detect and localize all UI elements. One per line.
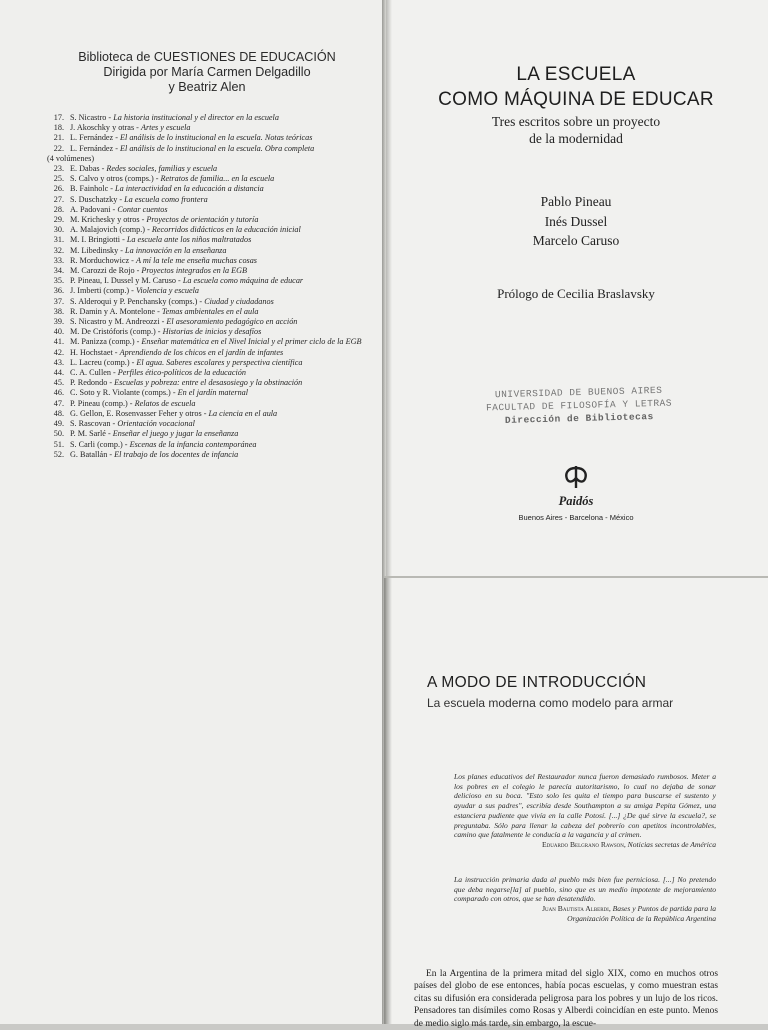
item-author: M. Panizza (comp.) - — [70, 337, 142, 347]
item-number: 23. — [53, 164, 64, 174]
item-author: S. Alderoqui y P. Penchansky (comps.) - — [70, 296, 205, 306]
series-list-item — [47, 297, 377, 307]
publisher-cities: Buenos Aires - Barcelona - México — [518, 513, 634, 522]
item-author: S. Calvo y otros (comps.) - — [70, 174, 161, 184]
series-list-item — [47, 286, 377, 296]
item-title: A mí la tele me enseña muchas cosas — [135, 255, 257, 265]
epigraph-2-work-line1: Bases y Puntos de partida para la — [612, 904, 716, 914]
chapter-subtitle: La escuela moderna como modelo para armar — [427, 696, 674, 710]
series-list-item-note: (4 volúmenes) — [47, 153, 95, 163]
item-text — [70, 123, 191, 133]
item-title: La interactividad en la educación a distancia — [115, 184, 264, 194]
item-author: P. Pineau, I. Dussel y M. Caruso - — [70, 276, 183, 286]
item-title: La historia institucional y el director en la escuela — [113, 113, 279, 122]
item-author: L. Fernández - — [70, 133, 121, 143]
item-text — [70, 368, 246, 378]
item-author: E. Dabas - — [70, 164, 107, 174]
item-title: Contar cuentos — [117, 204, 168, 214]
item-number: 34. — [53, 266, 64, 276]
item-title: Perfiles ético-políticos de la educación — [117, 368, 246, 378]
series-list-item — [47, 358, 377, 368]
epigraph-1-author: Eduardo Belgrano Rawson — [542, 839, 624, 849]
series-list-item — [47, 195, 377, 205]
item-author: S. Nicastro y M. Andreozzi - — [70, 317, 167, 327]
book-subtitle — [384, 113, 768, 147]
item-title: Retratos de familia... en la escuela — [160, 174, 275, 184]
series-list-item — [47, 174, 377, 184]
library-stamp — [424, 382, 735, 429]
series-codirector: y Beatriz Alen — [168, 80, 246, 94]
item-text — [70, 388, 248, 398]
author-3: Marcelo Caruso — [532, 233, 620, 248]
author-1: Pablo Pineau — [540, 194, 612, 209]
stamp-line1: UNIVERSIDAD DE BUENOS AIRES — [494, 384, 663, 401]
series-list-item — [47, 419, 377, 429]
series-list-item — [47, 164, 377, 174]
item-text — [70, 184, 264, 194]
stamp-line2: FACULTAD DE FILOSOFÍA Y LETRAS — [485, 397, 673, 414]
item-number: 32. — [53, 245, 64, 255]
series-list-item — [47, 388, 377, 398]
series-list-item — [47, 399, 377, 409]
item-title: Relatos de escuela — [134, 398, 196, 408]
item-number: 43. — [53, 357, 64, 367]
item-text — [70, 225, 301, 235]
item-title: Aprendiendo de los chicos en el jardín de infantes — [119, 347, 284, 357]
series-list — [47, 113, 377, 460]
item-title: El análisis de lo institucional en la escuela. Obra completa — [120, 143, 315, 153]
series-list-item — [47, 327, 377, 337]
item-text — [70, 276, 303, 286]
item-title: Enseñar el juego y jugar la enseñanza — [112, 429, 239, 439]
left-page — [0, 0, 384, 1024]
item-text — [70, 246, 226, 256]
item-number: 49. — [53, 419, 64, 429]
item-text — [70, 215, 258, 225]
item-number: 52. — [53, 449, 64, 459]
item-title: Ciudad y ciudadanos — [204, 296, 274, 306]
item-number: 35. — [53, 276, 64, 286]
author-2: Inés Dussel — [544, 213, 608, 229]
item-text — [70, 450, 238, 460]
series-list-item — [47, 348, 377, 358]
item-text — [70, 409, 277, 419]
item-number: 46. — [53, 388, 64, 398]
item-author: J. Akoschky y otras - — [70, 123, 141, 133]
item-author: C. A. Cullen - — [70, 368, 118, 378]
item-author: M. Krichesky y otros - — [70, 215, 147, 225]
series-list-item — [47, 225, 377, 235]
item-author: P. Pineau (comp.) - — [70, 398, 135, 408]
series-list-item — [47, 440, 377, 450]
item-number: 33. — [53, 255, 64, 265]
item-text — [70, 327, 261, 337]
item-number: 28. — [53, 204, 64, 214]
series-list-item — [47, 123, 377, 133]
epigraph-2-work-line2: Organización Política de la República Argentina — [567, 913, 716, 923]
item-text — [70, 440, 256, 450]
item-number: 22. — [53, 143, 64, 153]
item-text — [70, 337, 361, 347]
item-author: M. Libedinsky - — [70, 245, 126, 255]
series-list-item — [47, 144, 377, 154]
stamp-line3: Dirección de Bibliotecas — [504, 411, 654, 426]
item-number: 44. — [53, 368, 64, 378]
item-author: S. Nicastro - — [70, 113, 114, 122]
item-title: El agua. Saberes escolares y perspectiva científica — [136, 357, 303, 367]
item-author: A. Padovani - — [70, 204, 118, 214]
series-list-item — [47, 450, 377, 460]
epigraph-1 — [454, 772, 716, 850]
item-text — [70, 419, 195, 429]
item-number: 45. — [53, 378, 64, 388]
item-author: S. Duschatzky - — [70, 194, 125, 204]
item-title: El análisis de lo institucional en la escuela. Notas teóricas — [120, 133, 313, 143]
item-text — [70, 399, 196, 409]
series-list-item — [47, 368, 377, 378]
item-title: Escenas de la infancia contemporánea — [129, 439, 257, 449]
item-author: P. M. Sarlé - — [70, 429, 113, 439]
authors — [384, 192, 768, 251]
epigraph-2-attribution: Juan Bautista Alberdi, Bases y Puntos de partida para la — [542, 904, 716, 914]
item-text — [70, 307, 258, 317]
item-text — [70, 286, 199, 296]
publisher-name: Paidós — [558, 494, 594, 508]
item-author: R. Damin y A. Montelone - — [70, 306, 162, 316]
item-author: L. Lacreu (comp.) - — [70, 357, 137, 367]
item-text — [70, 429, 238, 439]
series-list-item — [47, 378, 377, 388]
item-title: Proyectos integrados en la EGB — [141, 266, 248, 276]
item-text — [70, 174, 274, 184]
item-number: 36. — [53, 286, 64, 296]
item-author: B. Fainholc - — [70, 184, 116, 194]
item-number: 26. — [53, 184, 64, 194]
series-list-item — [47, 113, 377, 123]
introduction-page — [384, 576, 768, 1029]
epigraph-2-attribution-line2 — [454, 914, 716, 924]
item-title: En el jardín maternal — [177, 388, 249, 398]
series-list-item — [47, 133, 377, 143]
body-paragraph: En la Argentina de la primera mitad del siglo XIX, como en muchos otros países del globo de ese entonces, había pocas escuelas, y como muestran estas citas su difusión era considerada peligrosa para los pobres y un lujo de los ricos. Pensadores tan disímiles como Rosas y Alberdi coincidían en este punto. Menos de medio siglo más tarde, sin embargo, la escue- — [414, 969, 718, 1029]
series-list-item — [47, 184, 377, 194]
series-header — [30, 50, 384, 95]
item-text — [70, 205, 168, 215]
item-author: R. Morduchowicz - — [70, 255, 136, 265]
item-author: M. Carozzi de Rojo - — [70, 266, 142, 276]
series-name: Biblioteca de CUESTIONES DE EDUCACIÓN — [78, 50, 336, 64]
item-number: 50. — [53, 429, 64, 439]
item-author: A. Malajovich (comp.) - — [70, 225, 152, 235]
series-list-item — [47, 205, 377, 215]
item-number: 29. — [53, 215, 64, 225]
item-author: L. Fernández - — [70, 143, 121, 153]
item-number: 38. — [53, 306, 64, 316]
item-text — [70, 133, 312, 143]
series-list-item — [47, 266, 377, 276]
item-author: C. Soto y R. Violante (comps.) - — [70, 388, 178, 398]
chapter-title: A MODO DE INTRODUCCIÓN — [427, 674, 647, 691]
item-number: 30. — [53, 225, 64, 235]
prologue-credit: Prólogo de Cecilia Braslavsky — [497, 286, 655, 301]
series-list-item — [47, 256, 377, 266]
item-title: Redes sociales, familias y escuela — [106, 164, 218, 174]
item-title: La ciencia en el aula — [208, 408, 278, 418]
item-number: 51. — [53, 439, 64, 449]
item-text — [70, 256, 257, 266]
item-text — [70, 317, 297, 327]
item-text — [70, 378, 302, 388]
series-list-item — [47, 235, 377, 245]
series-director: Dirigida por María Carmen Delgadillo — [103, 65, 311, 79]
series-list-item — [47, 246, 377, 256]
item-text — [70, 164, 217, 174]
item-number: 48. — [53, 408, 64, 418]
item-number: 21. — [53, 133, 64, 143]
series-list-item — [47, 276, 377, 286]
item-author: G. Gellon, E. Rosenvasser Feher y otros - — [70, 408, 209, 418]
item-title: La escuela como frontera — [124, 194, 208, 204]
item-text — [70, 266, 247, 276]
item-text — [70, 348, 283, 358]
epigraph-1-attribution: Eduardo Belgrano Rawson, Noticias secretas de América — [542, 839, 716, 849]
book-title-line1: LA ESCUELA — [516, 64, 636, 85]
item-author: G. Batallán - — [70, 449, 115, 459]
item-author: S. Rascovan - — [70, 419, 118, 429]
item-text — [70, 297, 274, 307]
epigraph-1-text: Los planes educativos del Restaurador nunca fueron demasiado rumbosos. Meter a los pobres en el colegio le parecía autoritarismo, lo cual no dejaba de sonar delicioso en su boca. "Esto solo les quita el tiempo para buscarse el sustento y ayudar a sus padres", escribía desde Southampton a su amiga Pepita Gómez, una estanciera pudiente que vivía en la calle Potosí. [...] ¿De qué sirve la escuela?, se preguntaba. Sólo para llenar la cabeza del pobrerío con apetitos incontrolables, camino que fatalmente le conducía a la vagancia y al crimen. — [454, 772, 716, 840]
item-text — [70, 358, 302, 368]
item-title: Orientación vocacional — [117, 419, 195, 429]
epigraph-1-work: Noticias secretas de América — [627, 839, 716, 849]
item-author: M. I. Bringiotti - — [70, 235, 127, 245]
series-list-item — [47, 409, 377, 419]
series-list-item — [47, 215, 377, 225]
item-title: Escuelas y pobreza: entre el desasosiego y la obstinación — [114, 378, 303, 388]
item-number: 27. — [53, 194, 64, 204]
book-title — [384, 62, 768, 112]
item-title: La escuela ante los niños maltratados — [126, 235, 252, 245]
series-list-item — [47, 317, 377, 327]
book-title-line2: COMO MÁQUINA DE EDUCAR — [438, 89, 714, 110]
item-number: 41. — [53, 337, 64, 347]
series-list-item — [47, 307, 377, 317]
item-text — [70, 113, 279, 123]
item-title: Historias de inicios y desafíos — [162, 327, 262, 337]
title-page — [384, 0, 768, 576]
item-number: 31. — [53, 235, 64, 245]
epigraph-2 — [454, 875, 716, 924]
item-author: J. Imberti (comp.) - — [70, 286, 136, 296]
item-title: El trabajo de los docentes de infancia — [114, 449, 239, 459]
item-title: La escuela como máquina de educar — [182, 276, 304, 286]
item-title: Enseñar matemática en el Nivel Inicial y el primer ciclo de la EGB — [141, 337, 362, 347]
item-title: La innovación en la enseñanza — [125, 245, 227, 255]
item-title: Temas ambientales en el aula — [161, 306, 259, 316]
item-number: 39. — [53, 317, 64, 327]
item-text — [70, 195, 208, 205]
item-title: Proyectos de orientación y tutoría — [146, 215, 259, 225]
book-subtitle-line1: Tres escritos sobre un proyecto — [491, 114, 661, 129]
item-number: 18. — [53, 123, 64, 133]
item-number: 25. — [53, 174, 64, 184]
item-text — [70, 144, 314, 154]
series-list-item — [47, 429, 377, 439]
item-number: 40. — [53, 327, 64, 337]
item-author: H. Hochstaet - — [70, 347, 120, 357]
publisher-logo-icon — [561, 464, 591, 490]
item-title: Recorridos didácticos en la educación inicial — [151, 225, 301, 235]
item-title: Artes y escuela — [140, 123, 191, 133]
item-number: 37. — [53, 296, 64, 306]
item-author: P. Redondo - — [70, 378, 115, 388]
book-subtitle-line2: de la modernidad — [529, 131, 623, 146]
item-number: 47. — [53, 398, 64, 408]
epigraph-2-text: La instrucción primaria dada al pueblo más bien fue perniciosa. [...] No pretendo que deba negarse[la] al pueblo, sino que es un medio impotente de mejoramiento comparado con otros, que se han desatendido. — [454, 875, 716, 904]
series-list-item — [47, 337, 377, 347]
item-author: M. De Cristóforis (comp.) - — [70, 327, 163, 337]
item-author: S. Carli (comp.) - — [70, 439, 130, 449]
epigraph-2-author: Juan Bautista Alberdi — [542, 904, 609, 914]
item-title: Violencia y escuela — [135, 286, 199, 296]
item-number: 42. — [53, 347, 64, 357]
item-number: 17. — [53, 113, 64, 122]
item-text — [70, 235, 251, 245]
item-title: El asesoramiento pedagógico en acción — [166, 317, 298, 327]
